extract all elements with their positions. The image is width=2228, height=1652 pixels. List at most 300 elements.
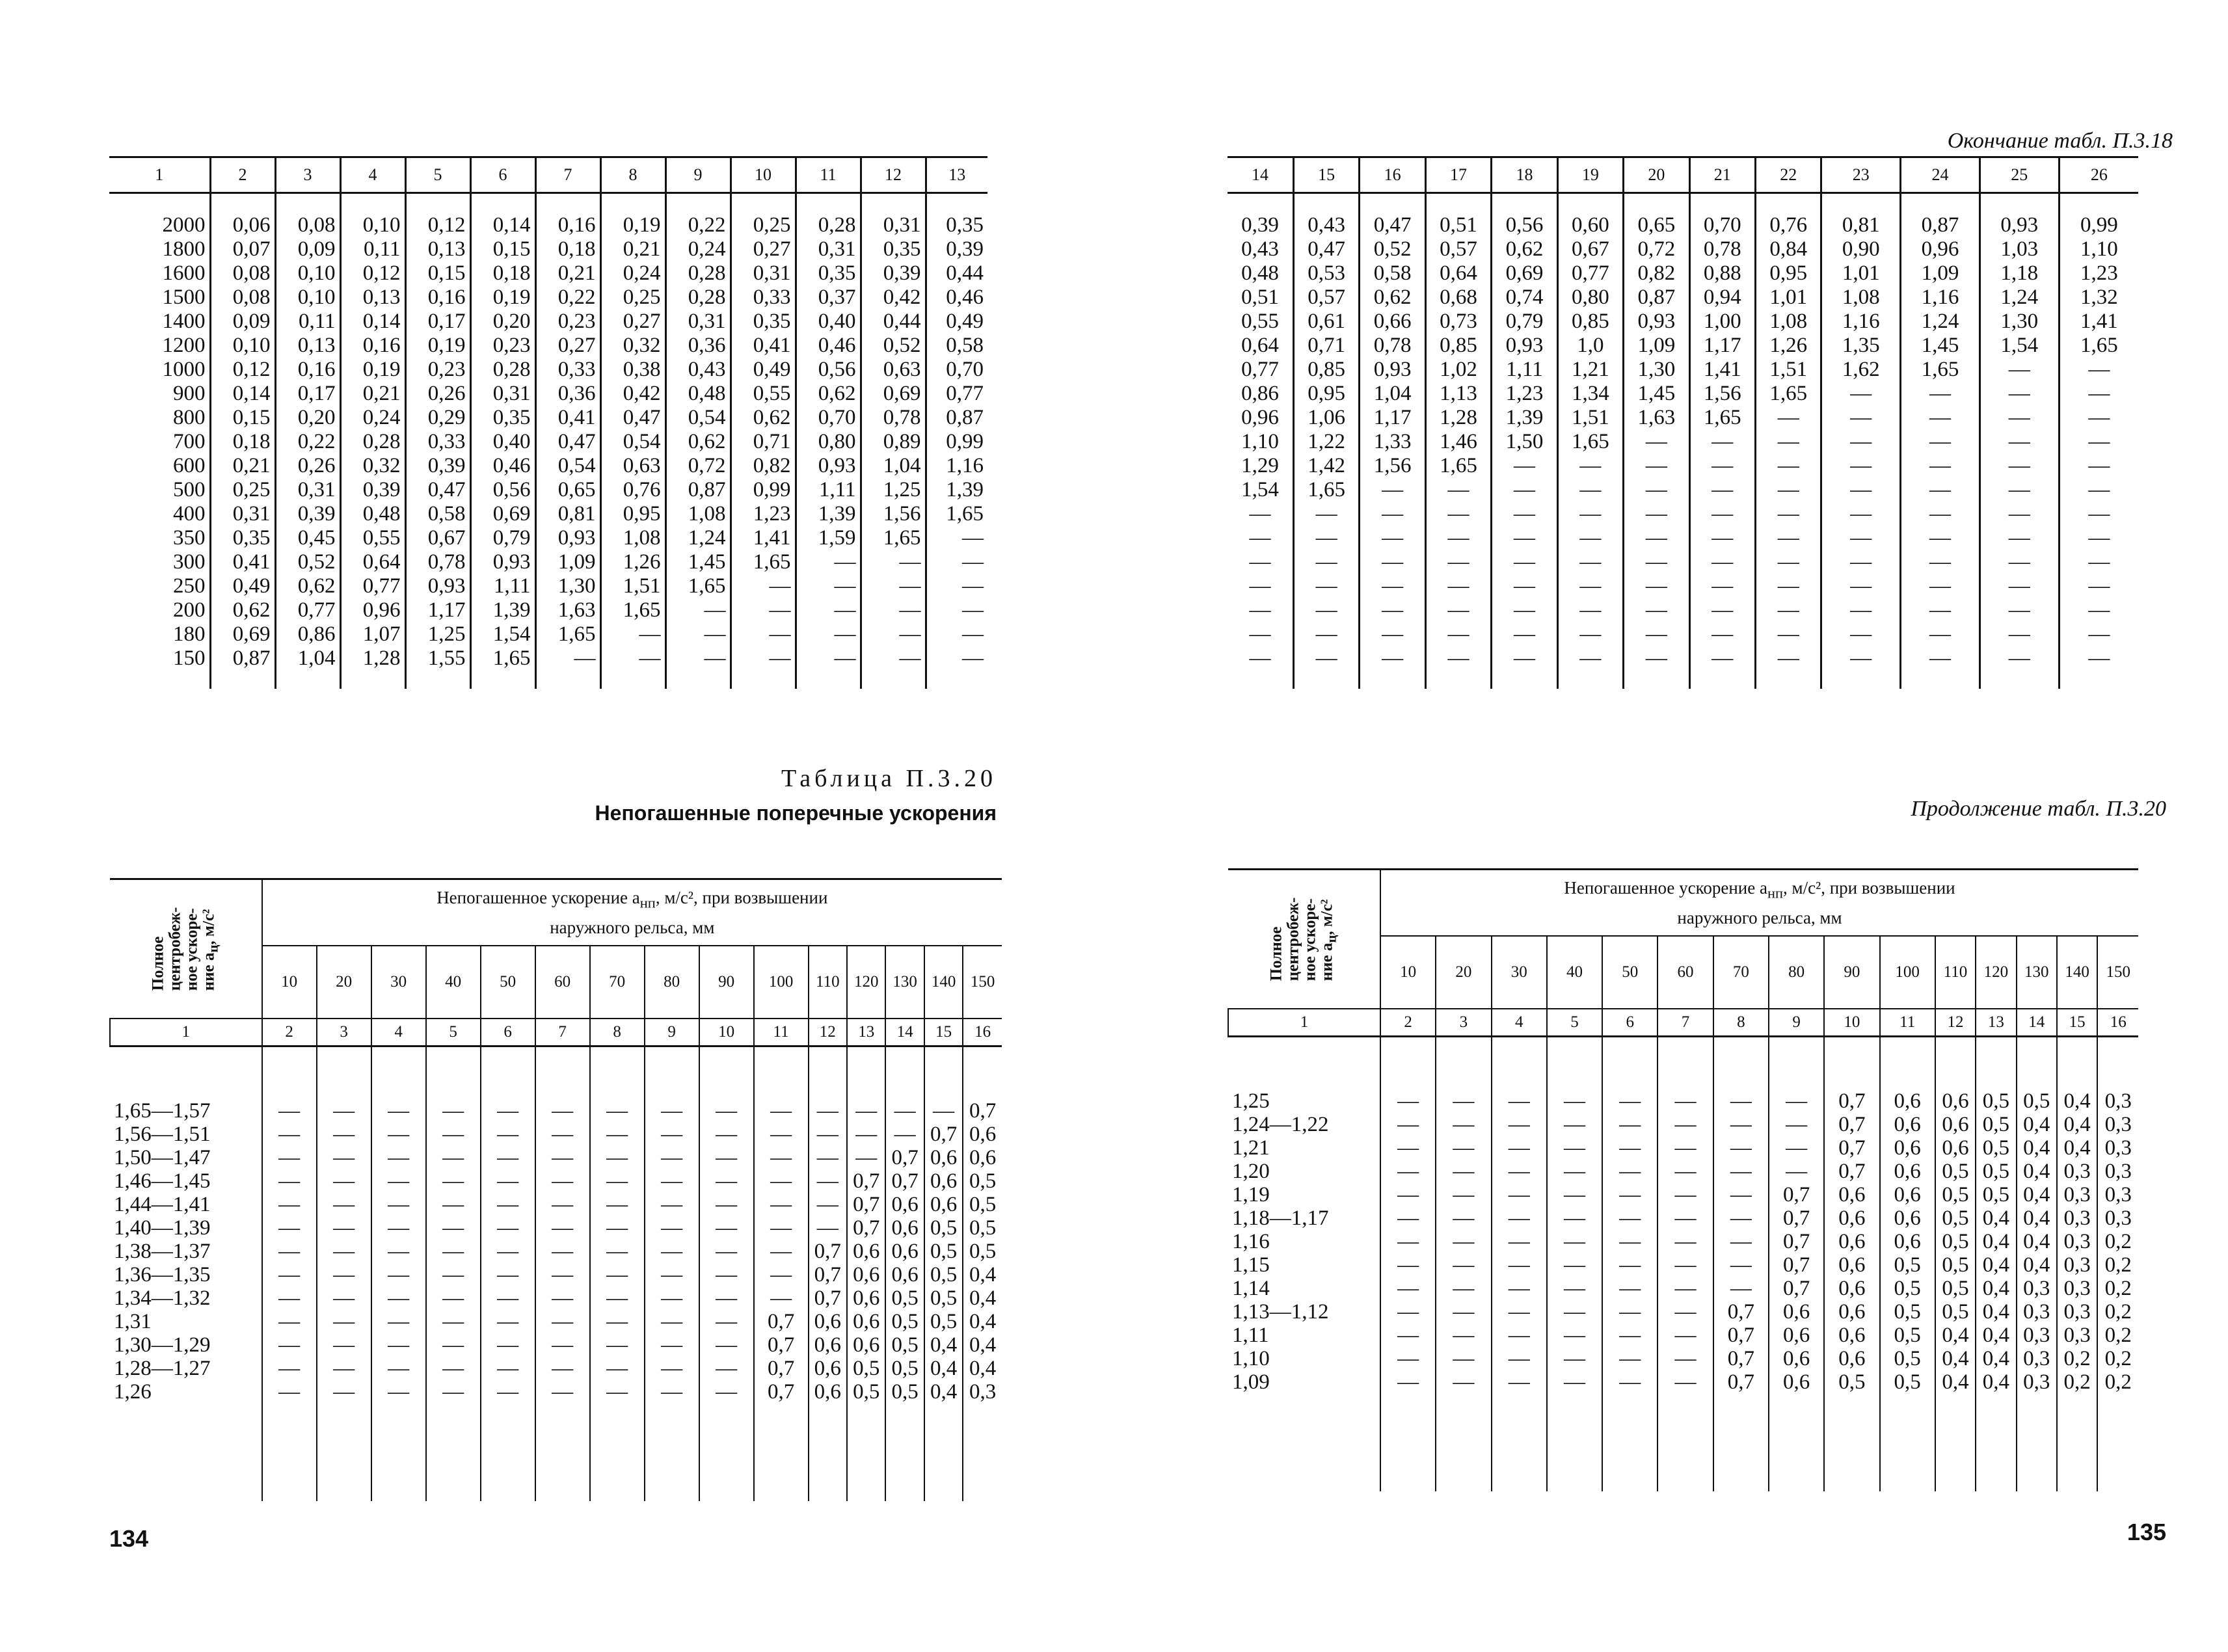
empty-cell: [809, 1404, 847, 1501]
table-cell: 0,65: [1624, 193, 1689, 238]
table-cell: —: [2059, 574, 2138, 598]
table-cell: 0,56: [470, 478, 535, 502]
table-cell: 0,6: [809, 1380, 847, 1404]
table-cell: —: [371, 1099, 426, 1123]
empty-cell: [1228, 1037, 1380, 1090]
column-number: 14: [2017, 1009, 2057, 1037]
table-cell: —: [665, 598, 731, 622]
table-cell: 1,30: [1624, 358, 1689, 382]
column-header: 60: [535, 946, 590, 1019]
table-cell: —: [1658, 1277, 1713, 1300]
table-cell: —: [1492, 1253, 1547, 1277]
table-cell: —: [426, 1357, 481, 1380]
table-cell: 0,68: [1425, 286, 1491, 310]
table-cell: —: [1360, 502, 1425, 526]
table-cell: 0,7: [1713, 1370, 1769, 1394]
table-cell: 0,6: [924, 1146, 963, 1169]
table-cell: —: [1980, 574, 2059, 598]
table-cell: —: [699, 1286, 754, 1310]
table-cell: —: [1380, 1136, 1436, 1160]
empty-cell: [1492, 1394, 1547, 1491]
table-cell: —: [1557, 646, 1623, 689]
table-cell: —: [1624, 526, 1689, 550]
table-cell: 0,40: [796, 310, 861, 334]
table-cell: —: [1713, 1277, 1769, 1300]
table-cell: —: [1436, 1300, 1491, 1324]
table-cell: —: [1293, 598, 1359, 622]
column-number: 13: [1976, 1009, 2016, 1037]
table-cell: 1,23: [1492, 382, 1557, 406]
column-number: 12: [861, 157, 926, 193]
table-cell: 0,69: [470, 502, 535, 526]
table-cell: —: [1602, 1277, 1658, 1300]
table-row: [109, 574, 987, 598]
table-cell: 0,3: [2057, 1160, 2097, 1183]
column-number: 7: [535, 157, 600, 193]
table-cell: 0,08: [210, 261, 275, 286]
table-cell: —: [1492, 478, 1557, 502]
table-cell: —: [1624, 550, 1689, 574]
table-cell: —: [1436, 1089, 1491, 1113]
table-cell: 0,57: [1293, 286, 1359, 310]
table-cell: —: [1901, 430, 1980, 454]
table-cell: 1,41: [2059, 310, 2138, 334]
table-cell: 0,3: [2057, 1183, 2097, 1206]
table-cell: —: [1293, 526, 1359, 550]
table-cell: 0,93: [405, 574, 470, 598]
table-cell: 0,78: [861, 406, 926, 430]
table-cell: —: [1380, 1160, 1436, 1183]
table-row: [110, 1193, 1002, 1216]
table-cell: 0,4: [1976, 1230, 2016, 1253]
table-p318-part-left: [109, 156, 987, 689]
table-cell: 0,6: [963, 1123, 1002, 1146]
table-cell: 0,82: [731, 454, 796, 478]
table-cell: —: [1901, 478, 1980, 502]
table-cell: 2000: [162, 213, 206, 237]
table-cell: —: [1689, 454, 1755, 478]
column-number: 2: [210, 157, 275, 193]
table-cell: —: [426, 1380, 481, 1404]
table-cell: 0,3: [2097, 1089, 2138, 1113]
column-number: 11: [796, 157, 861, 193]
table-cell: 0,25: [731, 193, 796, 238]
table-cell: 1,01: [1821, 261, 1901, 286]
table-cell: —: [1658, 1113, 1713, 1136]
table-cell: 0,64: [1241, 334, 1279, 357]
table-cell: 0,5: [1935, 1300, 1976, 1324]
table-cell: —: [754, 1216, 809, 1240]
table-cell: 0,5: [1880, 1253, 1935, 1277]
table-cell: —: [1901, 550, 1980, 574]
table-cell: —: [1821, 622, 1901, 646]
table-cell: 1,03: [1980, 237, 2059, 261]
column-header: 50: [481, 946, 535, 1019]
table-cell: —: [1425, 526, 1491, 550]
column-header: 50: [1602, 936, 1658, 1009]
table-cell: 0,99: [731, 478, 796, 502]
table-cell: 0,62: [1492, 237, 1557, 261]
table-cell: —: [1980, 358, 2059, 382]
table-cell: 1,65: [1557, 430, 1623, 454]
empty-cell: [535, 1404, 590, 1501]
table-cell: 0,15: [405, 261, 470, 286]
table-cell: —: [1901, 598, 1980, 622]
table-cell: 0,52: [861, 334, 926, 358]
table-cell: —: [481, 1123, 535, 1146]
table-cell: 0,6: [885, 1240, 924, 1263]
table-cell: —: [1425, 478, 1491, 502]
table-cell: 0,6: [963, 1146, 1002, 1169]
table-cell: —: [1689, 646, 1755, 689]
table-cell: 1,16: [926, 454, 987, 478]
table-cell: 1,65: [535, 622, 600, 646]
table-cell: 1,39: [796, 502, 861, 526]
table-cell: 0,62: [796, 382, 861, 406]
table-cell: —: [1492, 598, 1557, 622]
table-cell: —: [1624, 454, 1689, 478]
table-cell: 0,47: [1293, 237, 1359, 261]
table-row: [110, 1146, 1002, 1169]
empty-cell: [426, 1046, 481, 1100]
table-cell: 0,7: [754, 1310, 809, 1333]
table-cell: —: [1756, 502, 1821, 526]
table-cell: —: [535, 1123, 590, 1146]
page-number: 134: [109, 1525, 149, 1552]
table-cell: —: [1713, 1136, 1769, 1160]
table-cell: —: [2059, 454, 2138, 478]
table-cell: 1,54: [1980, 334, 2059, 358]
continuation-label: Окончание табл. П.3.18: [1947, 129, 2173, 153]
empty-cell: [699, 1404, 754, 1501]
table-cell: —: [1547, 1277, 1602, 1300]
table-cell: 0,87: [1901, 193, 1980, 238]
table-cell: 1,25: [861, 478, 926, 502]
table-cell: 0,99: [926, 430, 987, 454]
table-cell: —: [1689, 598, 1755, 622]
table-cell: —: [1547, 1253, 1602, 1277]
table-cell: 0,32: [600, 334, 665, 358]
table-cell: 0,72: [1624, 237, 1689, 261]
table-cell: 0,20: [470, 310, 535, 334]
table-cell: 1,63: [1624, 406, 1689, 430]
table-cell: —: [1980, 502, 2059, 526]
column-header: 40: [426, 946, 481, 1019]
empty-cell: [1436, 1037, 1491, 1090]
table-cell: —: [481, 1380, 535, 1404]
table-cell: 0,62: [731, 406, 796, 430]
empty-cell: [963, 1404, 1002, 1501]
table-cell: 1,23: [731, 502, 796, 526]
column-number: 13: [926, 157, 987, 193]
table-cell: 0,7: [1824, 1113, 1879, 1136]
table-cell: 0,4: [2057, 1136, 2097, 1160]
table-cell: —: [1689, 550, 1755, 574]
table-cell: 0,63: [600, 454, 665, 478]
table-cell: 1,04: [275, 646, 340, 689]
column-number: 15: [924, 1019, 963, 1046]
table-cell: 0,36: [535, 382, 600, 406]
table-cell: —: [645, 1380, 699, 1404]
table-cell: 0,71: [731, 430, 796, 454]
table-cell: —: [1547, 1324, 1602, 1347]
table-cell: 0,3: [2057, 1324, 2097, 1347]
table-cell: 0,55: [731, 382, 796, 406]
table-cell: 0,2: [2057, 1370, 2097, 1394]
table-cell: 0,54: [535, 454, 600, 478]
empty-cell: [110, 1404, 262, 1501]
table-cell: 1000: [162, 358, 206, 381]
table-cell: —: [1249, 598, 1271, 622]
table-cell: 0,6: [1880, 1113, 1935, 1136]
table-cell: 1,39: [926, 478, 987, 502]
table-cell: 400: [173, 502, 206, 526]
empty-cell: [1547, 1037, 1602, 1090]
table-cell: —: [1901, 454, 1980, 478]
table-cell: —: [754, 1169, 809, 1193]
table-cell: —: [1492, 1347, 1547, 1370]
table-cell: —: [1713, 1230, 1769, 1253]
column-number: 7: [535, 1019, 590, 1046]
table-cell: —: [1557, 526, 1623, 550]
table-cell: —: [590, 1146, 645, 1169]
table-cell: 0,19: [470, 286, 535, 310]
empty-cell: [1713, 1037, 1769, 1090]
row-label: 1,44—1,41: [114, 1193, 211, 1216]
table-cell: 0,77: [275, 598, 340, 622]
table-cell: 0,4: [2057, 1113, 2097, 1136]
table-cell: —: [481, 1286, 535, 1310]
table-cell: 0,35: [731, 310, 796, 334]
table-cell: —: [426, 1123, 481, 1146]
table-cell: —: [1756, 454, 1821, 478]
table-cell: 0,87: [665, 478, 731, 502]
table-cell: 0,2: [2057, 1347, 2097, 1370]
table-cell: —: [1293, 574, 1359, 598]
table-cell: —: [1492, 1370, 1547, 1394]
table-cell: 0,5: [847, 1380, 885, 1404]
table-cell: —: [796, 574, 861, 598]
table-cell: 0,5: [1880, 1347, 1935, 1370]
row-header: Полное центробеж- ное ускоре- ние $a_ц$, м/с²: [1228, 870, 1380, 1009]
table-cell: 1,07: [340, 622, 405, 646]
table-cell: 0,37: [796, 286, 861, 310]
table-row: [109, 334, 987, 358]
table-cell: 1,10: [2059, 237, 2138, 261]
table-cell: —: [1689, 430, 1755, 454]
table-cell: —: [885, 1123, 924, 1146]
table-cell: —: [371, 1380, 426, 1404]
table-row: [1228, 430, 2138, 454]
table-cell: —: [1425, 502, 1491, 526]
column-number: 25: [1980, 157, 2059, 193]
table-cell: 0,62: [210, 598, 275, 622]
column-header: 100: [1880, 936, 1935, 1009]
table-cell: 1,23: [2059, 261, 2138, 286]
table-cell: —: [847, 1123, 885, 1146]
table-cell: 0,96: [1241, 406, 1279, 429]
table-cell: —: [1756, 550, 1821, 574]
table-cell: 1,65: [1901, 358, 1980, 382]
table-cell: 0,21: [340, 382, 405, 406]
table-row: [110, 1310, 1002, 1333]
table-cell: —: [1492, 574, 1557, 598]
table-cell: 1,29: [1241, 454, 1279, 477]
table-cell: 0,4: [2017, 1206, 2057, 1230]
table-cell: 0,5: [963, 1216, 1002, 1240]
table-cell: —: [754, 1263, 809, 1286]
table-cell: —: [1821, 382, 1901, 406]
table-cell: —: [1547, 1206, 1602, 1230]
column-header: 90: [1824, 936, 1879, 1009]
table-cell: —: [1492, 646, 1557, 689]
table-cell: —: [1557, 574, 1623, 598]
table-row: [1228, 550, 2138, 574]
table-cell: 0,54: [665, 406, 731, 430]
table-cell: 1,65: [665, 574, 731, 598]
table-cell: 0,4: [924, 1333, 963, 1357]
table-cell: 1,24: [1901, 310, 1980, 334]
table-cell: 0,2: [2097, 1277, 2138, 1300]
row-label: 1,20: [1232, 1160, 1270, 1183]
table-cell: —: [1492, 1206, 1547, 1230]
page-number: 135: [2127, 1519, 2166, 1545]
table-cell: —: [2059, 502, 2138, 526]
column-header: 80: [645, 946, 699, 1019]
table-title: Непогашенные поперечные ускорения: [595, 801, 997, 825]
table-cell: 0,35: [861, 237, 926, 261]
table-cell: 1,17: [1689, 334, 1755, 358]
table-header-row: [1228, 157, 2138, 193]
table-cell: —: [1769, 1160, 1824, 1183]
table-cell: —: [426, 1099, 481, 1123]
column-number: 22: [1756, 157, 1821, 193]
table-cell: 0,76: [1756, 193, 1821, 238]
empty-cell: [699, 1046, 754, 1100]
table-cell: —: [809, 1099, 847, 1123]
table-cell: 0,3: [2017, 1300, 2057, 1324]
empty-cell: [924, 1404, 963, 1501]
table-cell: 1400: [162, 310, 206, 333]
table-cell: —: [1602, 1160, 1658, 1183]
table-row: [1228, 310, 2138, 334]
table-cell: 0,93: [470, 550, 535, 574]
table-cell: —: [1658, 1253, 1713, 1277]
table-cell: —: [1756, 526, 1821, 550]
table-cell: —: [645, 1216, 699, 1240]
column-number: 12: [809, 1019, 847, 1046]
table-row: [1228, 261, 2138, 286]
table-cell: —: [371, 1333, 426, 1357]
column-number: 10: [1824, 1009, 1879, 1037]
table-row: [1228, 478, 2138, 502]
table-cell: —: [1492, 526, 1557, 550]
column-header: 30: [1492, 936, 1547, 1009]
table-cell: 0,53: [1293, 261, 1359, 286]
column-number: 13: [847, 1019, 885, 1046]
table-cell: 0,85: [1425, 334, 1491, 358]
table-cell: —: [1557, 502, 1623, 526]
table-cell: —: [1901, 526, 1980, 550]
table-cell: 1,65: [2059, 334, 2138, 358]
table-cell: 0,3: [2097, 1113, 2138, 1136]
table-cell: —: [1436, 1183, 1491, 1206]
table-cell: —: [2059, 550, 2138, 574]
column-number: 8: [600, 157, 665, 193]
table-cell: —: [1436, 1253, 1491, 1277]
table-cell: —: [926, 622, 987, 646]
table-cell: 0,95: [1756, 261, 1821, 286]
table-cell: —: [426, 1333, 481, 1357]
table-cell: —: [1756, 646, 1821, 689]
column-number: 16: [1360, 157, 1425, 193]
table-cell: 0,4: [2017, 1230, 2057, 1253]
table-cell: 1,65: [731, 550, 796, 574]
row-label: 1,14: [1232, 1277, 1270, 1300]
column-number: 1: [110, 1019, 262, 1046]
table-cell: —: [1557, 478, 1623, 502]
table-cell: 0,27: [535, 334, 600, 358]
table-cell: 0,7: [809, 1286, 847, 1310]
table-cell: 0,6: [1880, 1206, 1935, 1230]
table-cell: 350: [173, 526, 206, 550]
column-number: 11: [754, 1019, 809, 1046]
table-cell: 0,32: [340, 454, 405, 478]
table-cell: 0,24: [600, 261, 665, 286]
table-cell: 0,74: [1492, 286, 1557, 310]
table-cell: —: [317, 1286, 371, 1310]
table-cell: 0,07: [210, 237, 275, 261]
column-number: 2: [262, 1019, 317, 1046]
table-cell: 0,58: [926, 334, 987, 358]
table-cell: 0,55: [340, 526, 405, 550]
table-cell: 1,24: [665, 526, 731, 550]
table-cell: —: [731, 646, 796, 689]
table-cell: 0,6: [1880, 1136, 1935, 1160]
column-number: 9: [1769, 1009, 1824, 1037]
table-cell: 0,71: [1293, 334, 1359, 358]
table-cell: 0,12: [210, 358, 275, 382]
column-header: 90: [699, 946, 754, 1019]
table-cell: 1,0: [1557, 334, 1623, 358]
empty-cell: [1769, 1394, 1824, 1491]
table-cell: —: [645, 1310, 699, 1333]
table-cell: —: [371, 1286, 426, 1310]
column-number: 5: [1547, 1009, 1602, 1037]
table-cell: 0,4: [963, 1263, 1002, 1286]
table-cell: 0,79: [470, 526, 535, 550]
table-row: [1228, 382, 2138, 406]
row-label: 1,09: [1232, 1370, 1270, 1394]
table-cell: 0,6: [1769, 1347, 1824, 1370]
table-cell: —: [1689, 478, 1755, 502]
table-cell: —: [1689, 526, 1755, 550]
empty-cell: [754, 1404, 809, 1501]
table-cell: —: [1901, 406, 1980, 430]
table-cell: 0,63: [861, 358, 926, 382]
table-cell: —: [809, 1146, 847, 1169]
table-p320-continued: [1228, 868, 2138, 1491]
table-cell: —: [645, 1333, 699, 1357]
table-cell: 0,7: [847, 1169, 885, 1193]
column-number: 19: [1557, 157, 1623, 193]
table-row: [109, 502, 987, 526]
table-cell: 0,16: [340, 334, 405, 358]
table-cell: —: [1624, 646, 1689, 689]
table-cell: —: [1547, 1230, 1602, 1253]
table-cell: 0,12: [340, 261, 405, 286]
table-cell: —: [481, 1263, 535, 1286]
